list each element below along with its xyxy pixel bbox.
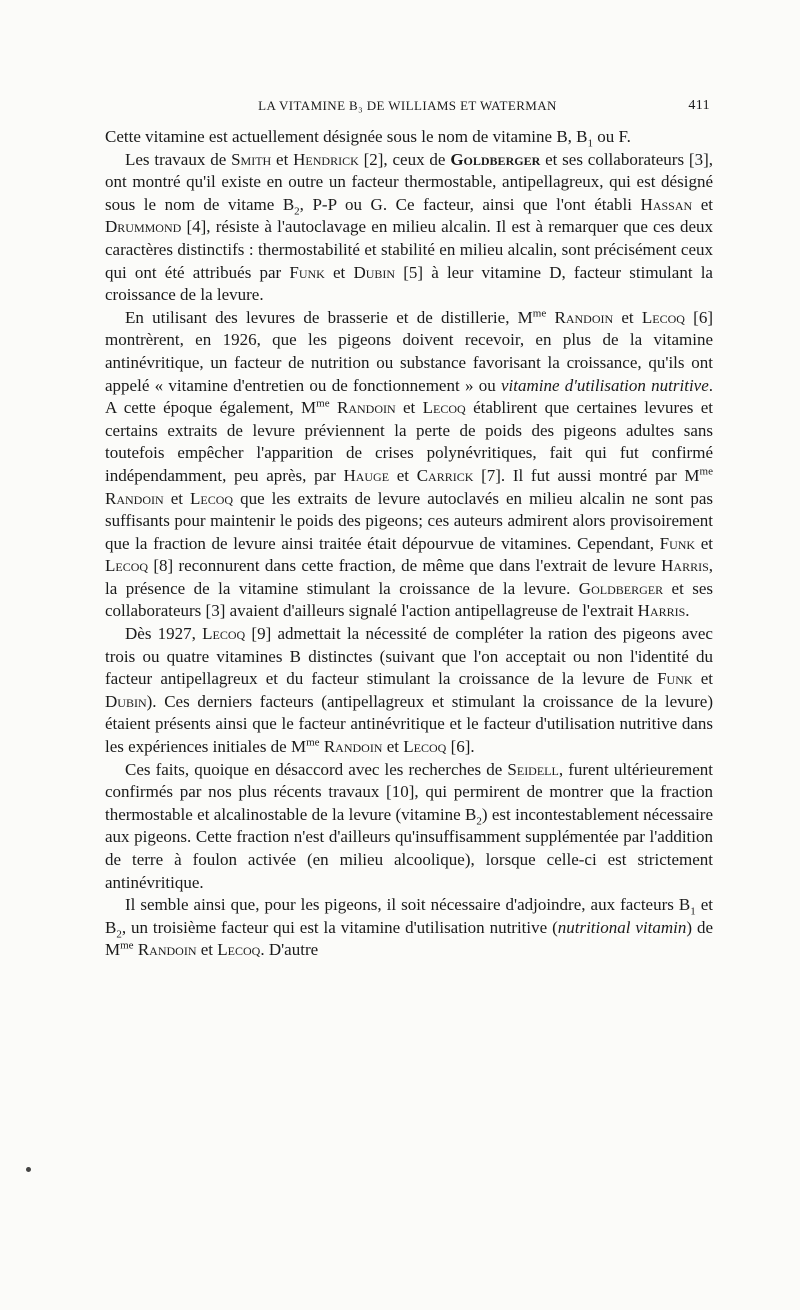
text-run: vitamine d'utilisation nutritive xyxy=(501,375,709,395)
text-run: 1 xyxy=(587,137,593,150)
text-run: , un troisième facteur qui est la vitamine d'utilisation nutritive ( xyxy=(121,917,558,937)
text-run: et ses collaborateurs [3] avaient d'ailleurs signalé l'action antipellagreuse de l'extrait xyxy=(105,578,714,621)
text-run: Funk xyxy=(657,669,693,689)
text-run: Goldberger xyxy=(450,149,541,169)
text-run: [6]. xyxy=(446,737,475,757)
text-run: Dubin xyxy=(105,691,147,711)
text-run: nutritional vitamin xyxy=(557,917,687,937)
text-run: Les travaux de xyxy=(125,149,232,169)
text-run: ou F. xyxy=(593,127,631,146)
text-run: . D'autre xyxy=(260,940,319,960)
text-run: Drummond xyxy=(105,217,182,237)
text-run: Lecoq xyxy=(202,624,246,644)
text-run: Randoin xyxy=(137,940,197,960)
text-run: et xyxy=(382,737,404,757)
text-run: ) est incontestablement nécessaire aux pigeons. Cette fraction n'est d'ailleurs qu'insuffisamment supplémentée par l'addition de terre à foulon activée (en milieu alcoolique), lorsque celle-ci est strictement antinévritique. xyxy=(105,804,713,892)
page-number: 411 xyxy=(688,98,710,113)
text-run: et xyxy=(613,307,642,327)
text-run: Lecoq xyxy=(217,940,261,960)
paragraph xyxy=(105,623,713,759)
paragraph xyxy=(105,759,713,895)
text-run: 2 xyxy=(294,205,300,218)
margin-dot xyxy=(26,1167,31,1172)
text-run: et xyxy=(395,398,423,418)
text-run: Goldberger xyxy=(578,578,664,598)
text-run: Funk xyxy=(659,533,696,553)
text-run: et ses collaborateurs [3], ont montré qu'il existe en outre un facteur thermostable, antipellagreux, qui est désigné sous le nom de vitame B xyxy=(105,149,713,214)
text-run: . A cette époque également, M xyxy=(105,375,714,418)
text-run: Funk xyxy=(289,262,325,282)
text-run: que les extraits de levure autoclavés en milieu alcalin ne sont pas suffisants pour maintenir le poids des pigeons; ces auteurs admirent alors provisoirement que la fraction de levure ainsi traitée était dépourvue de vitamines. Cependant, xyxy=(105,488,713,553)
text-run: Dubin xyxy=(353,262,396,282)
text-run: Randoin xyxy=(323,737,383,757)
running-header xyxy=(105,98,710,118)
text-run: Harris xyxy=(637,601,686,621)
running-title: LA VITAMINE B₃ DE WILLIAMS ET WATERMAN xyxy=(258,98,557,113)
text-run: , la présence de la vitamine stimulant la croissance de la levure. xyxy=(105,556,713,598)
text-run: établirent que certaines levures et certains extraits de levure préviennent la perte de poids des pigeons adultes sans toutefois empêcher l'apparition de crises polynévritiques, fait qui fut confirmé indépendamment, peu après, par xyxy=(105,398,714,485)
text-run: En utilisant des levures de brasserie et de distillerie, M xyxy=(125,307,533,327)
text-run: et xyxy=(271,149,294,169)
text-run: 2 xyxy=(476,815,482,828)
text-run: et xyxy=(196,940,218,960)
text-run: me xyxy=(306,736,320,749)
text-run: Randoin xyxy=(554,307,614,327)
text-run: Lecoq xyxy=(190,488,234,508)
text-run: Seidell xyxy=(507,759,559,779)
text-run: Lecoq xyxy=(422,398,466,418)
text-run: Dès 1927, xyxy=(125,624,203,644)
text-run: [7]. Il fut aussi montré par M xyxy=(473,465,700,485)
text-run: Randoin xyxy=(105,488,164,508)
text-run: ) de M xyxy=(105,917,713,960)
text-run: me xyxy=(532,307,547,320)
text-run: me xyxy=(316,397,330,410)
text-run: Hendrick xyxy=(293,149,359,169)
text-run: et B xyxy=(105,895,713,937)
text-run: Cette vitamine est actuellement désignée sous le nom de vitamine B, B xyxy=(105,127,588,146)
text-run: et xyxy=(692,194,713,214)
paragraph xyxy=(105,149,713,307)
text-run: , furent ultérieurement confirmés par nos plus récents travaux [10], qui permirent de montrer que la fraction thermostable et alcalinostable de la levure (vitamine B xyxy=(105,759,713,824)
text-run: Harris xyxy=(661,556,709,576)
text-run: 1 xyxy=(690,905,696,918)
text-run: et xyxy=(324,262,354,282)
text-run: me xyxy=(120,939,134,952)
text-run: Lecoq xyxy=(105,556,149,576)
text-run: me xyxy=(699,465,713,478)
text-run: [8] reconnurent dans cette fraction, de même que dans l'extrait de levure xyxy=(148,556,662,576)
text-run: Hassan xyxy=(640,194,693,214)
text-run: Il semble ainsi que, pour les pigeons, il soit nécessaire d'adjoindre, aux facteurs B xyxy=(125,895,691,915)
text-run: Randoin xyxy=(336,398,396,418)
paragraph xyxy=(105,894,713,962)
text-run: [9] admettait la nécessité de compléter la ration des pigeons avec trois ou quatre vitamines B distinctes (suivant que l'on acceptait ou non l'identité du facteur antipellagreux et du facteur stimulant la croissance de la levure de xyxy=(105,624,713,689)
text-run: Ces faits, quoique en désaccord avec les recherches de xyxy=(125,759,508,779)
text-run: Lecoq xyxy=(403,737,447,757)
text-run: ). Ces derniers facteurs (antipellagreux et stimulant la croissance de la levure) étaient présents ainsi que le facteur antinévritique et le facteur d'utilisation nutritive dans les expériences initiales de M xyxy=(105,691,713,757)
text-run: Smith xyxy=(231,149,272,169)
text-run: et xyxy=(389,465,417,485)
text-run: . xyxy=(685,601,690,621)
paragraph xyxy=(105,307,713,623)
text-run: [4], résiste à l'autoclavage en milieu alcalin. Il est à remarquer que ces deux caractères distinctifs : thermostabilité et stabilité en milieu alcalin, sont précisément ceux qui ont été attribués par xyxy=(105,217,713,282)
text-run: et xyxy=(163,488,190,508)
text-run xyxy=(330,398,337,417)
paragraph xyxy=(105,126,713,149)
text-run: Lecoq xyxy=(641,307,685,327)
text-run: , P-P ou G. Ce facteur, ainsi que l'ont établi xyxy=(299,194,641,214)
text-run: [5] à leur vitamine D, facteur stimulant la croissance de la levure. xyxy=(105,262,713,305)
text-run: 2 xyxy=(116,928,122,941)
body-text xyxy=(105,126,713,962)
text-run: et xyxy=(695,533,713,553)
text-run: [6] montrèrent, en 1926, que les pigeons doivent recevoir, en plus de la vitamine antinévritique, un facteur de nutrition ou substance favorisant la croissance, qu'ils ont appelé « vitamine d'entretien ou de fonctionnement » ou xyxy=(105,307,714,395)
text-run: Carrick xyxy=(416,465,474,485)
text-run: Hauge xyxy=(343,465,390,485)
text-run: [2], ceux de xyxy=(358,149,451,169)
text-run: et xyxy=(692,669,713,689)
